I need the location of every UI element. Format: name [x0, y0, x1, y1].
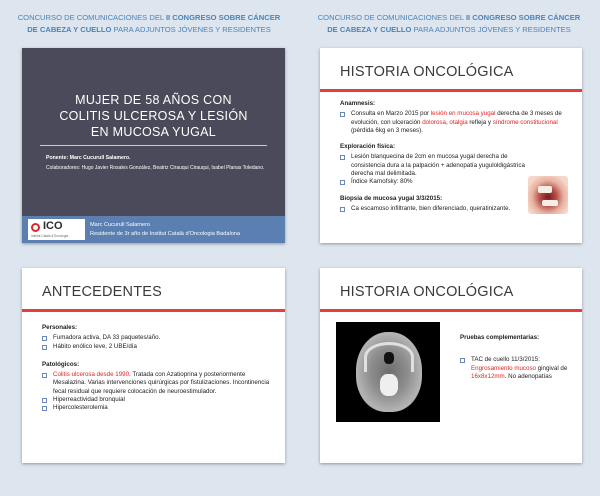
- title-line: EN MUCOSA YUGAL: [90, 125, 217, 139]
- presenter-role: Residente de 3r año de Institut Català d'Oncologia Badalona: [90, 230, 241, 237]
- title-divider: [40, 145, 267, 146]
- heading-underline: [22, 309, 285, 312]
- bullet-icon: [340, 155, 345, 160]
- ico-logo-text: ICO: [43, 220, 63, 232]
- list-item: Índice Karnofsky: 80%: [340, 178, 564, 186]
- section-label: Pruebas complementarias:: [460, 334, 540, 341]
- presenter-name: Marc Cucurull Salamero: [90, 222, 150, 228]
- section-label: Patológicos:: [42, 360, 80, 368]
- section-label: Biopsia de mucosa yugal 3/3/2015:: [340, 194, 443, 202]
- bullet-icon: [42, 373, 47, 378]
- list-item: Ca escamoso infiltrante, bien diferenciado, queratinizante.: [340, 205, 564, 213]
- section-label: Exploración física:: [340, 143, 396, 151]
- slide-body: [460, 334, 578, 381]
- list-item: Hipercolesterolemia: [42, 404, 270, 412]
- list-item: Lesión blanquecina de 2cm en mucosa yugal derecha de consistencia dura a la palpación + adenopatía yuguloldigástrica derecha mal delimitada.: [340, 153, 537, 178]
- slide-title[interactable]: [22, 48, 285, 243]
- bullet-icon: [340, 207, 345, 212]
- slide-historia-1[interactable]: [320, 48, 582, 243]
- slide-body: [42, 324, 270, 413]
- slide-heading: HISTORIA ONCOLÓGICA: [340, 284, 514, 300]
- header-text-part2: PARA ADJUNTOS JÓVENES Y RESIDENTES: [411, 25, 571, 34]
- list-item: Consulta en Marzo 2015 por lesión en mucosa yugal derecha de 3 meses de evolución, con ulceración dolorosa, otalgia refleja y síndrome constitucional (pérdida 6kg en 3 meses).: [340, 110, 564, 135]
- heading-underline: [320, 89, 582, 92]
- list-item: Hiperreactividad bronquial: [42, 396, 270, 404]
- heading-underline: [320, 309, 582, 312]
- ico-logo: [28, 219, 85, 240]
- title-line: COLITIS ULCEROSA Y LESIÓN: [59, 109, 248, 123]
- bullet-icon: [460, 358, 465, 363]
- header-text-part1: CONCURSO DE COMUNICACIONES DEL: [17, 13, 166, 22]
- title-panel: [22, 48, 285, 216]
- slide-title-text: [40, 92, 267, 140]
- bullet-icon: [340, 180, 345, 185]
- slide-heading: ANTECEDENTES: [42, 284, 163, 300]
- ico-logo-icon: [31, 223, 40, 232]
- bullet-icon: [42, 406, 47, 411]
- list-item: Colitis ulcerosa desde 1990. Tratada con Azatioprina y posteriormente Mesalazina. Varias intervenciones quirúrgicas por fistulizaciones. Incontinencia fecal residual que requiere colocación de neuroestimulador.: [42, 371, 270, 396]
- bullet-icon: [42, 336, 47, 341]
- ico-logo-subtitle: Institut Català d'Oncologia: [31, 234, 69, 238]
- slide-historia-2[interactable]: [320, 268, 582, 463]
- section-label: Anamnesis:: [340, 100, 376, 107]
- bullet-icon: [42, 345, 47, 350]
- ct-scan-image: [336, 322, 440, 422]
- title-line: MUJER DE 58 AÑOS CON: [75, 93, 232, 107]
- list-item: Hábito enólico leve, 2 UBE/día: [42, 343, 270, 351]
- presenter-info: [90, 221, 240, 238]
- slide-heading: HISTORIA ONCOLÓGICA: [340, 64, 514, 80]
- ponente-text: Ponente: Marc Cucurull Salamero.: [46, 155, 131, 161]
- bullet-icon: [42, 398, 47, 403]
- bullet-icon: [340, 112, 345, 117]
- header-left: [14, 12, 284, 36]
- header-right: [314, 12, 584, 36]
- list-item: Fumadora activa, DA 33 paquetes/año.: [42, 334, 270, 342]
- colaboradores-text: Colaboradores: Hugo Javier Rosales González, Beatriz Cirauqui Cirauqui, Isabel Planas Toledano.: [46, 165, 265, 171]
- oral-lesion-photo: [528, 176, 568, 214]
- header-text-part1: CONCURSO DE COMUNICACIONES DEL: [317, 13, 466, 22]
- list-item: TAC de cuello 11/3/2015: Engrosamiento mucoso gingival de 16x8x12mm. No adenopatías: [460, 356, 578, 381]
- slide-antecedentes[interactable]: [22, 268, 285, 463]
- header-text-bold: II CONGRESO SOBRE CÁNCER DE CABEZA Y CUELLO: [27, 13, 281, 34]
- section-label: Personales:: [42, 324, 78, 331]
- header-text-bold: II CONGRESO SOBRE CÁNCER DE CABEZA Y CUELLO: [327, 13, 581, 34]
- header-text-part2: PARA ADJUNTOS JÓVENES Y RESIDENTES: [111, 25, 271, 34]
